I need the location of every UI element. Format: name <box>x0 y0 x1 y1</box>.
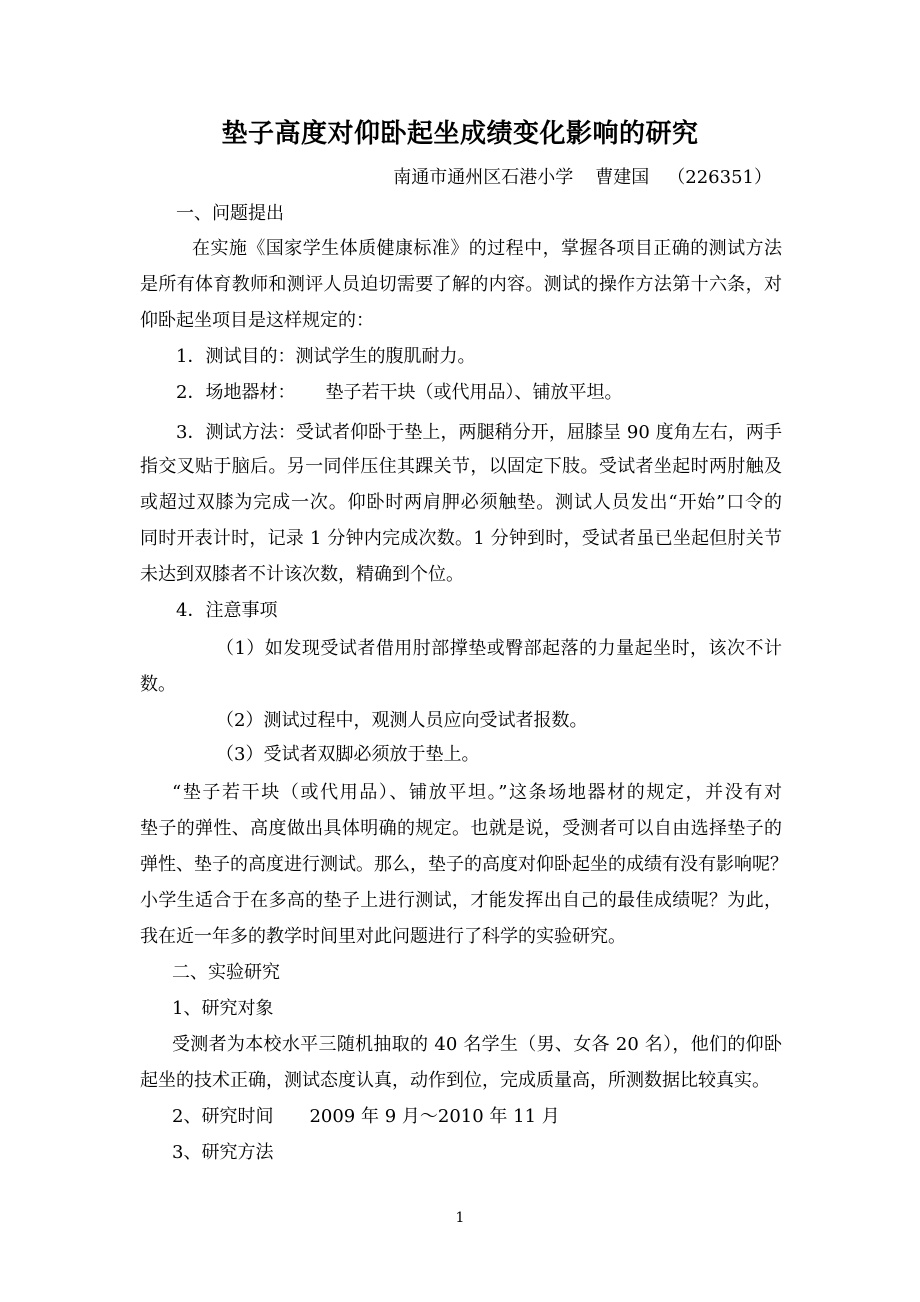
subsection-heading: 1、研究对象 <box>172 998 274 1019</box>
paragraph-line: 垫子的弹性、高度做出具体明确的规定。也就是说，受测者可以自由选择垫子的 <box>140 818 782 839</box>
subsection-value: 2009 年 9 月～2010 年 11 月 <box>309 1106 560 1127</box>
paragraph-line: 起坐的技术正确，测试态度认真，动作到位，完成质量高，所测数据比较真实。 <box>140 1070 770 1091</box>
paragraph-line: 或超过双膝为完成一次。仰卧时两肩胛必须触垫。测试人员发出“开始”口令的 <box>140 492 782 513</box>
paragraph-line: 3．测试方法：受试者仰卧于垫上，两腿稍分开，屈膝呈 90 度角左右，两手 <box>176 422 782 443</box>
paragraph-line: 小学生适合于在多高的垫子上进行测试，才能发挥出自己的最佳成绩呢？为此， <box>140 890 782 911</box>
list-item: （2）测试过程中，观测人员应向受试者报数。 <box>216 710 588 731</box>
document-title: 垫子高度对仰卧起坐成绩变化影响的研究 <box>221 119 699 149</box>
section-1-heading: 一、问题提出 <box>176 203 284 224</box>
list-item: （3）受试者双脚必须放于垫上。 <box>216 744 480 765</box>
paragraph-line: 数。 <box>140 674 176 695</box>
paragraph-line: 在实施《国家学生体质健康标准》的过程中，掌握各项目正确的测试方法 <box>192 238 782 259</box>
list-item-value: 垫子若干块（或代用品）、铺放平坦。 <box>325 382 623 403</box>
paragraph-line: “垫子若干块（或代用品）、铺放平坦。”这条场地器材的规定，并没有对 <box>172 782 782 803</box>
list-item-label: 2．场地器材： <box>176 382 296 403</box>
paragraph-line: （1）如发现受试者借用肘部撑垫或臀部起落的力量起坐时，该次不计 <box>216 638 782 659</box>
subsection-heading <box>172 1104 814 1130</box>
paragraph-line: 指交叉贴于脑后。另一同伴压住其踝关节，以固定下肢。受试者坐起时两肘触及 <box>140 456 782 477</box>
paragraph-line: 同时开表计时，记录 1 分钟内完成次数。1 分钟到时，受试者虽已坐起但肘关节 <box>140 528 782 549</box>
list-item <box>176 380 818 406</box>
author-name: 曹建国 <box>595 167 650 188</box>
paragraph-line: 是所有体育教师和测评人员迫切需要了解的内容。测试的操作方法第十六条，对 <box>140 274 782 295</box>
page-number: 1 <box>455 1210 465 1226</box>
section-2-heading: 二、实验研究 <box>172 962 280 983</box>
list-item: 1．测试目的：测试学生的腹肌耐力。 <box>176 346 476 367</box>
list-item: 4．注意事项 <box>176 600 278 621</box>
paragraph-line: 我在近一年多的教学时间里对此问题进行了科学的实验研究。 <box>140 926 626 947</box>
paragraph-line: 弹性、垫子的高度进行测试。那么，垫子的高度对仰卧起坐的成绩有没有影响呢？ <box>140 854 788 875</box>
paragraph-line: 仰卧起坐项目是这样规定的： <box>140 310 374 331</box>
author-school: 南通市通州区石港小学 <box>393 167 574 188</box>
paragraph-line: 未达到双膝者不计该次数，精确到个位。 <box>140 564 464 585</box>
paragraph-line: 受测者为本校水平三随机抽取的 40 名学生（男、女各 20 名），他们的仰卧 <box>172 1034 782 1055</box>
author-code: （226351） <box>667 167 772 188</box>
subsection-heading: 3、研究方法 <box>172 1142 274 1163</box>
subsection-label: 2、研究时间 <box>172 1106 274 1127</box>
author-line <box>393 164 772 192</box>
